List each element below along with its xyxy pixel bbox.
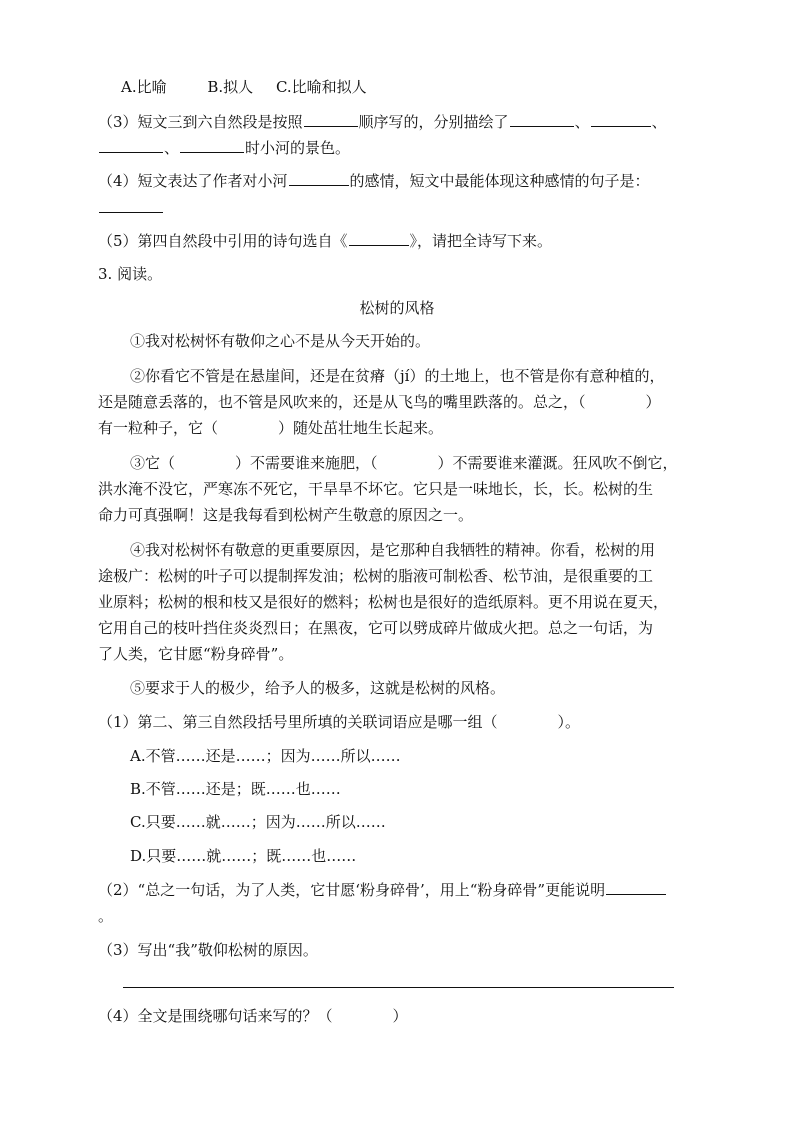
answer-blank[interactable] [289, 171, 349, 186]
passage-p4-line-3: 业原料；松树的根和枝又是很好的燃料；松树也是很好的造纸原料。更不用说在夏天， [98, 593, 669, 611]
q3-text-2: 顺序写的，分别描绘了 [358, 113, 509, 131]
answer-blank[interactable] [99, 198, 163, 213]
question-2-line-2: 。 [98, 907, 114, 925]
option-b: B.拟人 [207, 78, 254, 96]
question-3-line-1 [98, 112, 667, 132]
option-a: A.比喻 [121, 78, 167, 96]
passage-p2-line-2: 还是随意丢落的，也不管是风吹来的，还是从飞鸟的嘴里跌落的。总之，（ ） [98, 393, 661, 411]
answer-blank[interactable] [349, 231, 409, 246]
q3-sep: 、 [164, 139, 180, 157]
question-4-line-1 [98, 171, 650, 191]
question-5 [98, 231, 552, 251]
question-3b: （3）写出“我”敬仰松树的原因。 [98, 941, 318, 959]
question-1-option-b: B.不管……还是；既……也…… [130, 780, 341, 798]
q5-text-2: 》，请把全诗写下来。 [409, 232, 553, 250]
question-4b: （4）全文是围绕哪句话来写的？（ ） [98, 1007, 408, 1025]
option-c: C.比喻和拟人 [275, 78, 367, 96]
passage-p3-line-1: ③它（ ）不需要谁来施肥，（ ）不需要谁来灌溉。狂风吹不倒它， [130, 454, 678, 472]
q2-text: （2）“总之一句话，为了人类，它甘愿‘粉身碎骨’，用上“粉身碎骨”更能说明 [98, 881, 606, 899]
answer-blank[interactable] [606, 880, 666, 895]
passage-p2-line-1: ②你看它不管是在悬崖间，还是在贫瘠（jí）的土地上，也不管是你有意种植的， [130, 367, 665, 385]
section-3-label: 3. 阅读。 [98, 265, 163, 283]
question-4-line-2 [98, 198, 164, 218]
passage-p4-line-5: 了人类，它甘愿“粉身碎骨”。 [98, 645, 294, 663]
q4-text-2: 的感情，短文中最能体现这种感情的句子是： [349, 172, 650, 190]
passage-p3-line-3: 命力可真强啊！这是我每看到松树产生敬意的原因之一。 [98, 506, 474, 524]
passage-p5: ⑤要求于人的极少，给予人的极多，这就是松树的风格。 [130, 679, 506, 697]
answer-blank[interactable] [180, 138, 244, 153]
passage-p2-line-3: 有一粒种子，它（ ）随处茁壮地生长起来。 [98, 419, 444, 437]
answer-blank[interactable] [591, 112, 651, 127]
passage-p4-line-2: 途极广：松树的叶子可以提制挥发油；松树的脂液可制松香、松节油，是很重要的工 [98, 567, 654, 585]
passage-p4-line-4: 它用自己的枝叶挡住炎炎烈日；在黑夜，它可以劈成碎片做成火把。总之一句话，为 [98, 619, 654, 637]
q4-text-1: （4）短文表达了作者对小河 [98, 172, 288, 190]
answer-blank[interactable] [510, 112, 574, 127]
question-1-option-d: D.只要……就……；既……也…… [130, 847, 357, 865]
passage-p1: ①我对松树怀有敬仰之心不是从今天开始的。 [130, 332, 431, 350]
passage-p4-line-1: ④我对松树怀有敬意的更重要原因，是它那种自我牺牲的精神。你看，松树的用 [130, 541, 656, 559]
question-1-option-a: A.不管……还是……；因为……所以…… [130, 747, 401, 765]
q3-text-3: 时小河的景色。 [245, 139, 351, 157]
answer-blank[interactable] [304, 112, 358, 127]
q5-text-1: （5）第四自然段中引用的诗句选自《 [98, 232, 348, 250]
options-row [121, 77, 367, 97]
passage-title: 松树的风格 [359, 299, 435, 317]
q3-sep: 、 [651, 113, 667, 131]
answer-line[interactable] [123, 987, 674, 988]
question-1: （1）第二、第三自然段括号里所填的关联词语应是哪一组（ ）。 [98, 713, 581, 731]
answer-blank[interactable] [99, 138, 163, 153]
question-2-line-1 [98, 880, 667, 900]
q3-text-1: （3）短文三到六自然段是按照 [98, 113, 303, 131]
q3-sep: 、 [574, 113, 590, 131]
passage-p3-line-2: 洪水淹不没它，严寒冻不死它，干旱旱不坏它。它只是一味地长，长，长。松树的生 [98, 480, 654, 498]
question-3-line-2 [98, 138, 350, 158]
question-1-option-c: C.只要……就……；因为……所以…… [130, 813, 386, 831]
